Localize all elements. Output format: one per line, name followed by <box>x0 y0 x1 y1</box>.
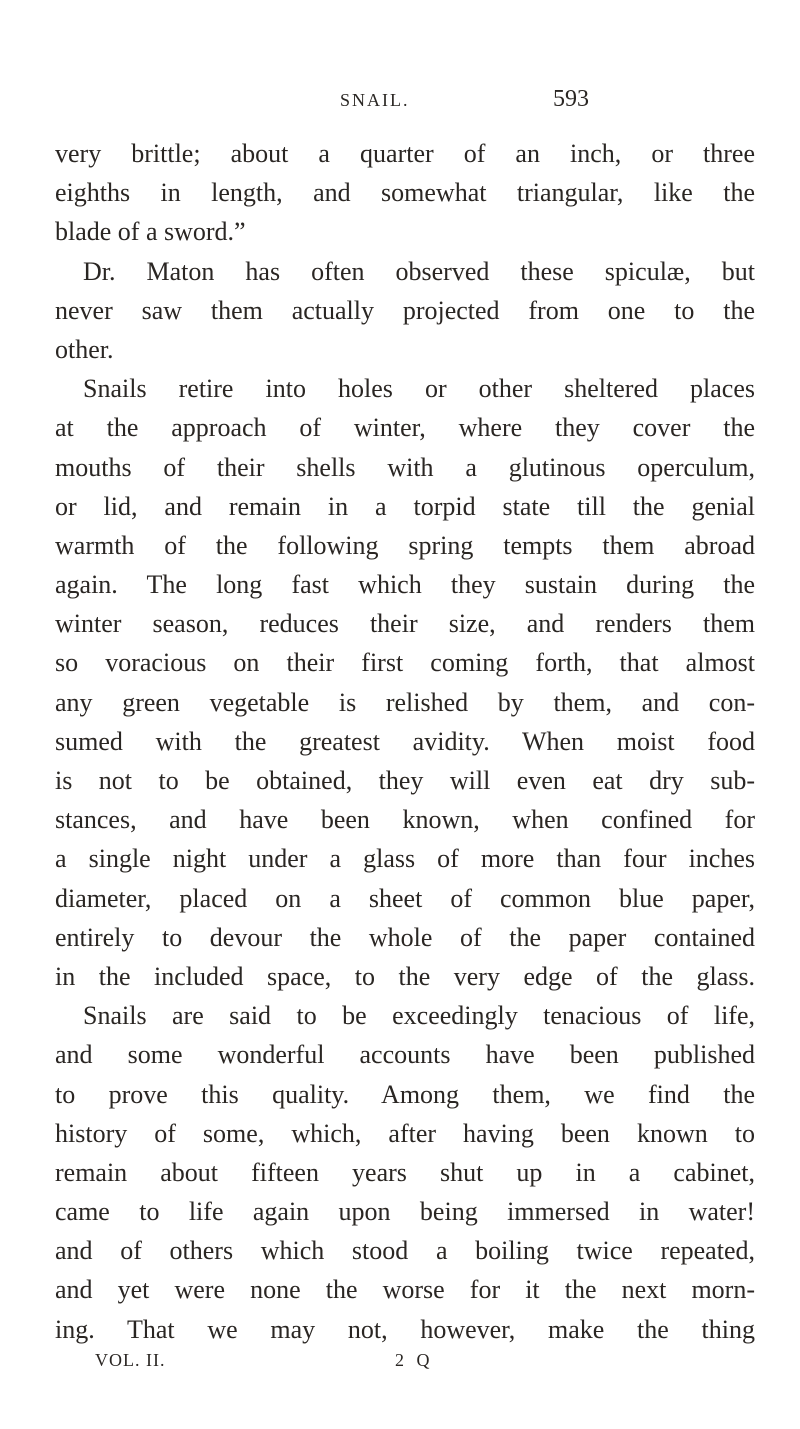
signature-mark: 2 Q <box>395 1350 434 1370</box>
text-line: again. The long fast which they sustain during the <box>55 570 755 600</box>
text-line: and some wonderful accounts have been published <box>55 1040 755 1070</box>
text-line: warmth of the following spring tempts them abroad <box>55 530 755 560</box>
text-line: is not to be obtained, they will even eat dry sub- <box>55 766 755 795</box>
text-line: ing. That we may not, however, make the thing <box>55 1314 755 1344</box>
running-head <box>0 86 800 120</box>
text-line: diameter, placed on a sheet of common blue paper, <box>55 883 755 913</box>
text-line: in the included space, to the very edge of the glass. <box>55 961 755 991</box>
text-line: history of some, which, after having been known to <box>55 1118 755 1148</box>
text-line: sumed with the greatest avidity. When moist food <box>55 726 755 756</box>
page-number: 593 <box>553 86 589 112</box>
text-line: and yet were none the worse for it the next morn- <box>55 1275 755 1305</box>
text-line: and of others which stood a boiling twice repeated, <box>55 1236 755 1266</box>
text-line: remain about fifteen years shut up in a cabinet, <box>55 1157 755 1187</box>
volume-label: VOL. II. <box>95 1350 166 1370</box>
text-line: a single night under a glass of more than four inches <box>55 844 755 874</box>
text-line: came to life again upon being immersed in water! <box>55 1197 755 1227</box>
text-line: Snails are said to be exceedingly tenacious of life, <box>83 1001 755 1031</box>
text-line: Snails retire into holes or other sheltered places <box>83 374 755 404</box>
text-line: very brittle; about a quarter of an inch, or three <box>55 139 755 168</box>
text-line: or lid, and remain in a torpid state till the genial <box>55 491 755 521</box>
text-line: never saw them actually projected from one to the <box>55 295 755 325</box>
body-text <box>55 134 755 1349</box>
text-line: any green vegetable is relished by them, and con- <box>55 687 755 717</box>
page-footer <box>0 1350 800 1380</box>
text-line: at the approach of winter, where they cover the <box>55 413 755 443</box>
text-line: eighths in length, and somewhat triangular, like the <box>55 178 755 208</box>
text-line: entirely to devour the whole of the paper contained <box>55 922 755 952</box>
text-line: so voracious on their first coming forth, that almost <box>55 648 755 678</box>
running-title: SNAIL. <box>340 90 410 110</box>
text-line: Dr. Maton has often observed these spiculæ, but <box>83 256 755 286</box>
text-line: other. <box>55 334 114 364</box>
text-line: stances, and have been known, when confined for <box>55 805 755 835</box>
text-line: to prove this quality. Among them, we find the <box>55 1079 755 1109</box>
text-line: winter season, reduces their size, and renders them <box>55 609 755 639</box>
text-line: blade of a sword.” <box>55 217 246 247</box>
text-line: mouths of their shells with a glutinous operculum, <box>55 452 755 482</box>
